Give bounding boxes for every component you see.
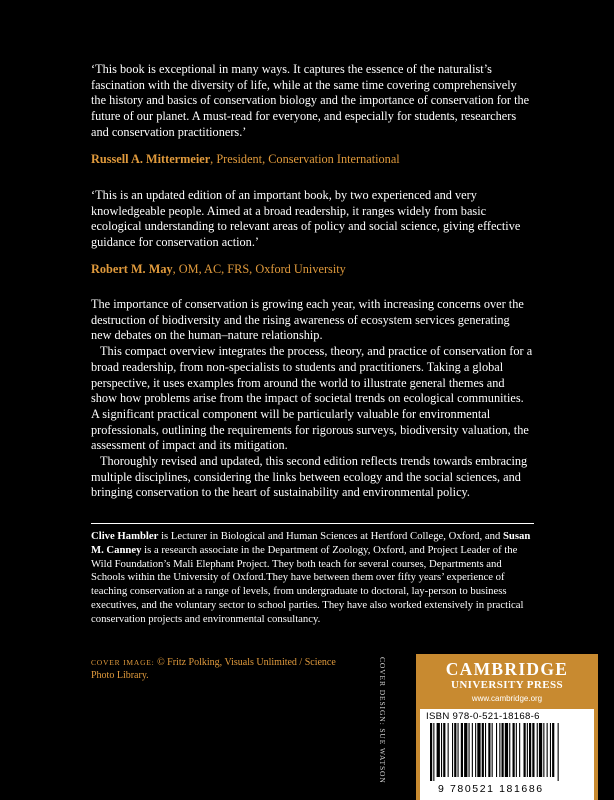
barcode-bar <box>509 723 510 777</box>
author-bio-text-1: is Lecturer in Biological and Human Sciences at Hertford College, Oxford, and <box>158 530 503 542</box>
endorser-affiliation-2: , OM, AC, FRS, Oxford University <box>172 262 346 276</box>
author-name-2: Susan M. Canney <box>91 530 531 556</box>
barcode-bar <box>539 723 542 777</box>
barcode-bar <box>505 723 508 777</box>
publisher-logo-subtitle: UNIVERSITY PRESS <box>450 679 564 691</box>
description-paragraph: The importance of conservation is growing each year, with increasing concerns over the destruction of biodiversity and the rising awareness of ecosystem services generating new debates on the human–nature relationship. <box>91 297 524 343</box>
description-paragraph: This compact overview integrates the process, theory, and practice of conservation for a broad readership, from non-specialists to students and practitioners. Taking a global perspective, it uses examples from around the world to illustrate general themes and show how problems arise from the impact of societal trends on ecological communities. A significant practical component will be particularly valuable for environmental professionals, outlining the requirements for rigorous surveys, biodiversity valuation, the assessment of impact and its mitigation. <box>91 344 533 453</box>
endorsement-attribution-1 <box>91 152 400 167</box>
barcode-bar <box>441 723 442 777</box>
barcode-bar <box>537 723 538 777</box>
barcode-bar <box>513 723 515 777</box>
section-divider <box>91 523 534 524</box>
cover-design-credit: COVER DESIGN: SUE WATSON <box>378 657 387 784</box>
barcode-bar <box>475 723 476 777</box>
author-bio <box>91 530 534 627</box>
barcode-bar <box>443 723 445 777</box>
endorsement-quote-2: ‘This is an updated edition of an important book, by two experienced and very knowledgeable people. Aimed at a broad readership, it ranges widely from basic ecological understanding to relevant areas of policy and social science, giving effective guidance for conservation action.’ <box>91 188 521 250</box>
barcode-panel <box>420 709 594 800</box>
barcode-bar <box>558 723 559 781</box>
barcode-bar <box>492 723 493 777</box>
endorser-affiliation-1: , President, Conservation International <box>210 152 400 166</box>
barcode-bar <box>448 723 449 777</box>
barcode-bar <box>529 723 531 777</box>
book-description <box>91 297 533 501</box>
publisher-url: www.cambridge.org <box>471 694 543 703</box>
barcode-bar <box>469 723 470 777</box>
cover-image-text: © Fritz Polking, Visuals Unlimited / Science Photo Library. <box>91 657 336 681</box>
barcode-bar <box>532 723 534 777</box>
barcode-bar <box>452 723 453 777</box>
barcode-bar <box>477 723 480 777</box>
barcode-bar <box>485 723 486 777</box>
barcode-bar <box>552 723 554 777</box>
cover-image-label: COVER IMAGE: <box>91 658 155 667</box>
endorsement-attribution-2 <box>91 262 346 277</box>
barcode-bar <box>543 723 544 777</box>
barcode-bar <box>433 723 434 781</box>
barcode-bar <box>527 723 528 777</box>
barcode-bar <box>461 723 463 777</box>
barcode-bar <box>458 723 459 777</box>
barcode-bar <box>502 723 504 777</box>
publisher-logo-name: CAMBRIDGE <box>445 659 569 679</box>
barcode-bar <box>464 723 467 777</box>
barcode-bar <box>519 723 520 777</box>
barcode-bar <box>499 723 500 777</box>
endorser-name-2: Robert M. May <box>91 262 173 276</box>
isbn-label: ISBN 978-0-521-18168-6 <box>426 711 540 722</box>
barcode-bar <box>524 723 526 777</box>
barcode-bar <box>482 723 484 777</box>
endorsement-quote-1: ‘This book is exceptional in many ways. It captures the essence of the naturalist’s fascination with the diversity of life, while at the same time covering comprehensively the history and basics of conservation biology and the importance of conservation for the future of our planet. A must-read for everyone, and especially for students, researchers and conservation practitioners.’ <box>91 62 530 139</box>
author-name-1: Clive Hambler <box>91 530 159 542</box>
barcode-bar <box>437 723 440 777</box>
barcode-bar <box>516 723 517 777</box>
author-bio-text-2: is a research associate in the Department of Zoology, Oxford, and Project Leader of the Wild Foundation’s Mali Elephant Project. They both teach for several courses, Departments and Schools within the University of Oxford.They have between them over fifty years’ experience of teaching conservation at a range of levels, from undergraduate to doctoral, lay-person to business executives, and the voluntary sector to school parties. They have also worked extensively in practical conservation projects and environmental consultancy. <box>91 543 524 625</box>
barcode-bar <box>547 723 548 777</box>
barcode-bar <box>454 723 456 777</box>
barcode-icon <box>424 723 590 783</box>
description-paragraph: Thoroughly revised and updated, this second edition reflects trends towards embracing multiple disciplines, considering the links between ecology and the social sciences, and bringing conservation to the heart of sustainability and environmental policy. <box>91 454 528 500</box>
barcode-bar <box>472 723 473 777</box>
barcode-bar <box>430 723 432 781</box>
barcode-bar <box>488 723 490 777</box>
barcode-number: 9 780521 181686 <box>438 783 544 795</box>
cover-image-credit <box>91 656 341 682</box>
barcode-bar <box>496 723 497 777</box>
barcode-bar <box>550 723 551 777</box>
endorser-name-1: Russell A. Mittermeier <box>91 152 211 166</box>
publisher-block <box>416 654 598 800</box>
